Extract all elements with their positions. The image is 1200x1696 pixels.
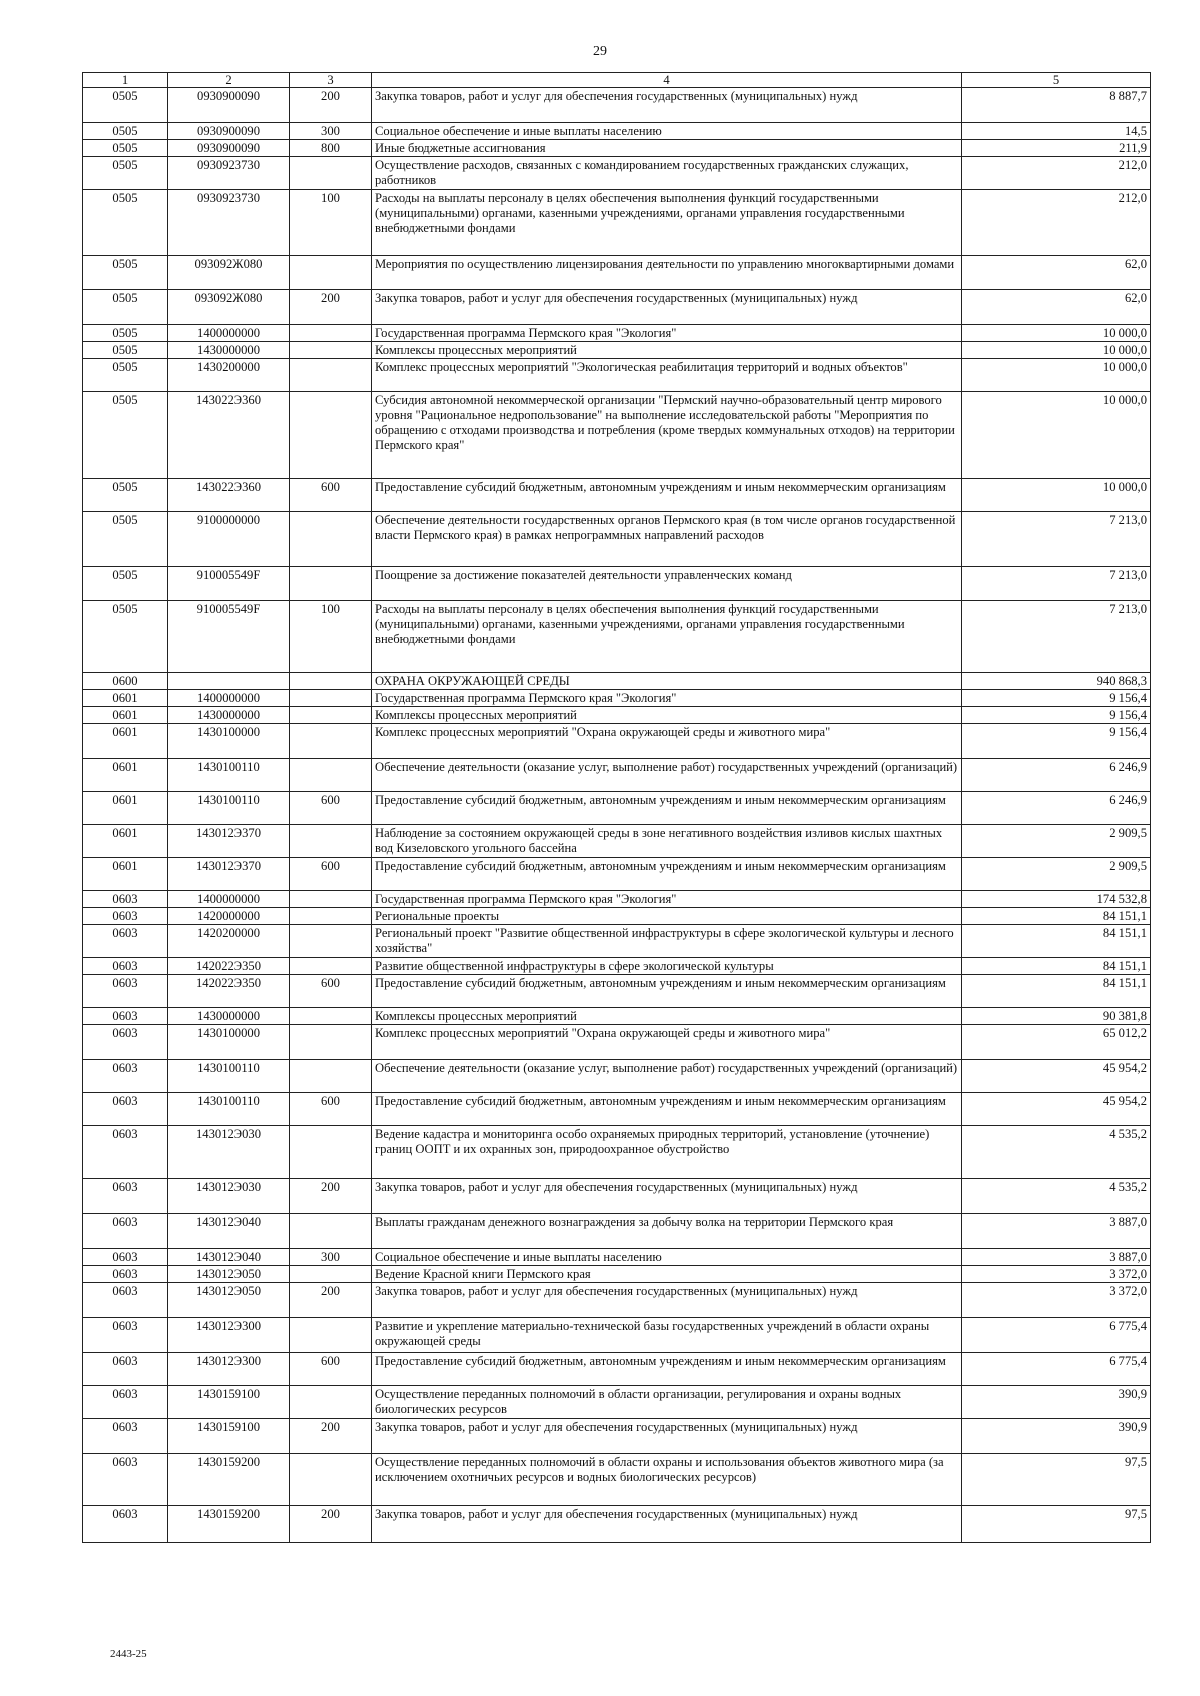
- amount-cell: 45 954,2: [962, 1093, 1151, 1126]
- target-article-cell: [168, 673, 290, 690]
- amount-cell: 84 151,1: [962, 975, 1151, 1008]
- section-code-cell: 0603: [83, 1353, 168, 1386]
- section-code-cell: 0603: [83, 1318, 168, 1353]
- amount-cell: 9 156,4: [962, 707, 1151, 724]
- expense-type-cell: [290, 891, 372, 908]
- section-code-cell: 0603: [83, 908, 168, 925]
- expense-type-cell: [290, 325, 372, 342]
- table-row: [83, 290, 1151, 325]
- section-code-cell: 0603: [83, 1454, 168, 1506]
- amount-cell: 390,9: [962, 1386, 1151, 1419]
- table-row: [83, 1506, 1151, 1543]
- description-cell: Предоставление субсидий бюджетным, автономным учреждениям и иным некоммерческим организациям: [372, 479, 962, 512]
- amount-cell: 7 213,0: [962, 601, 1151, 673]
- description-cell: Осуществление переданных полномочий в области организации, регулирования и охраны водных биологических ресурсов: [372, 1386, 962, 1419]
- section-code-cell: 0601: [83, 858, 168, 891]
- table-row: [83, 1249, 1151, 1266]
- expense-type-cell: 200: [290, 290, 372, 325]
- amount-cell: 2 909,5: [962, 858, 1151, 891]
- section-code-cell: 0603: [83, 1008, 168, 1025]
- section-code-cell: 0603: [83, 1025, 168, 1060]
- description-cell: Осуществление расходов, связанных с командированием государственных гражданских служащих, работников: [372, 157, 962, 190]
- amount-cell: 2 909,5: [962, 825, 1151, 858]
- expense-type-cell: 600: [290, 858, 372, 891]
- expense-type-cell: 200: [290, 1419, 372, 1454]
- target-article-cell: 143012Э050: [168, 1283, 290, 1318]
- table-row: [83, 975, 1151, 1008]
- table-row: [83, 88, 1151, 123]
- amount-cell: 4 535,2: [962, 1179, 1151, 1214]
- header-col-3: 3: [290, 73, 372, 88]
- target-article-cell: 143012Э040: [168, 1214, 290, 1249]
- table-row: [83, 190, 1151, 256]
- amount-cell: 10 000,0: [962, 359, 1151, 392]
- section-code-cell: 0505: [83, 123, 168, 140]
- expense-type-cell: 200: [290, 88, 372, 123]
- description-cell: Обеспечение деятельности (оказание услуг, выполнение работ) государственных учреждений (организаций): [372, 759, 962, 792]
- page-number: 29: [593, 44, 607, 59]
- amount-cell: 3 887,0: [962, 1214, 1151, 1249]
- target-article-cell: 9100000000: [168, 512, 290, 567]
- table-row: [83, 512, 1151, 567]
- amount-cell: 45 954,2: [962, 1060, 1151, 1093]
- section-code-cell: 0505: [83, 392, 168, 479]
- expense-type-cell: 600: [290, 479, 372, 512]
- amount-cell: 6 246,9: [962, 759, 1151, 792]
- table-row: [83, 325, 1151, 342]
- table-row: [83, 1283, 1151, 1318]
- amount-cell: 390,9: [962, 1419, 1151, 1454]
- section-code-cell: 0505: [83, 290, 168, 325]
- expense-type-cell: [290, 1386, 372, 1419]
- table-row: [83, 1266, 1151, 1283]
- description-cell: Закупка товаров, работ и услуг для обеспечения государственных (муниципальных) нужд: [372, 290, 962, 325]
- description-cell: Наблюдение за состоянием окружающей среды в зоне негативного воздействия изливов кислых шахтных вод Кизеловского угольного бассейна: [372, 825, 962, 858]
- expense-type-cell: [290, 724, 372, 759]
- section-code-cell: 0603: [83, 1249, 168, 1266]
- description-cell: Закупка товаров, работ и услуг для обеспечения государственных (муниципальных) нужд: [372, 1419, 962, 1454]
- table-row: [83, 392, 1151, 479]
- table-row: [83, 724, 1151, 759]
- description-cell: Предоставление субсидий бюджетным, автономным учреждениям и иным некоммерческим организациям: [372, 858, 962, 891]
- target-article-cell: 1420000000: [168, 908, 290, 925]
- table-row: [83, 140, 1151, 157]
- table-row: [83, 479, 1151, 512]
- section-code-cell: 0505: [83, 157, 168, 190]
- table-row: [83, 1008, 1151, 1025]
- amount-cell: 7 213,0: [962, 512, 1151, 567]
- target-article-cell: 093092Ж080: [168, 256, 290, 290]
- description-cell: Комплекс процессных мероприятий "Экологическая реабилитация территорий и водных объектов": [372, 359, 962, 392]
- expense-type-cell: 300: [290, 1249, 372, 1266]
- target-article-cell: 1430000000: [168, 342, 290, 359]
- section-code-cell: 0603: [83, 1214, 168, 1249]
- header-col-4: 4: [372, 73, 962, 88]
- target-article-cell: 093092Ж080: [168, 290, 290, 325]
- target-article-cell: 1420200000: [168, 925, 290, 958]
- header-col-2: 2: [168, 73, 290, 88]
- description-cell: Предоставление субсидий бюджетным, автономным учреждениям и иным некоммерческим организациям: [372, 792, 962, 825]
- section-code-cell: 0603: [83, 1060, 168, 1093]
- amount-cell: 97,5: [962, 1454, 1151, 1506]
- expense-type-cell: [290, 1318, 372, 1353]
- expense-type-cell: [290, 908, 372, 925]
- expense-type-cell: [290, 673, 372, 690]
- section-code-cell: 0505: [83, 140, 168, 157]
- target-article-cell: 1430200000: [168, 359, 290, 392]
- target-article-cell: 143012Э370: [168, 825, 290, 858]
- target-article-cell: 1400000000: [168, 325, 290, 342]
- amount-cell: 174 532,8: [962, 891, 1151, 908]
- description-cell: Предоставление субсидий бюджетным, автономным учреждениям и иным некоммерческим организациям: [372, 1093, 962, 1126]
- table-row: [83, 759, 1151, 792]
- table-row: [83, 157, 1151, 190]
- table-row: [83, 359, 1151, 392]
- description-cell: Предоставление субсидий бюджетным, автономным учреждениям и иным некоммерческим организациям: [372, 1353, 962, 1386]
- target-article-cell: 1430159100: [168, 1386, 290, 1419]
- section-code-cell: 0505: [83, 479, 168, 512]
- amount-cell: 84 151,1: [962, 925, 1151, 958]
- expense-type-cell: [290, 157, 372, 190]
- section-code-cell: 0603: [83, 1266, 168, 1283]
- target-article-cell: 910005549F: [168, 601, 290, 673]
- target-article-cell: 1430100000: [168, 724, 290, 759]
- table-row: [83, 1386, 1151, 1419]
- section-code-cell: 0505: [83, 256, 168, 290]
- section-code-cell: 0603: [83, 891, 168, 908]
- target-article-cell: 0930900090: [168, 140, 290, 157]
- description-cell: Социальное обеспечение и иные выплаты населению: [372, 1249, 962, 1266]
- amount-cell: 90 381,8: [962, 1008, 1151, 1025]
- expense-type-cell: [290, 359, 372, 392]
- description-cell: Государственная программа Пермского края "Экология": [372, 325, 962, 342]
- target-article-cell: 1430159200: [168, 1454, 290, 1506]
- target-article-cell: 142022Э350: [168, 958, 290, 975]
- section-code-cell: 0505: [83, 359, 168, 392]
- amount-cell: 9 156,4: [962, 690, 1151, 707]
- expense-type-cell: [290, 958, 372, 975]
- target-article-cell: 143012Э030: [168, 1179, 290, 1214]
- section-code-cell: 0601: [83, 792, 168, 825]
- section-code-cell: 0603: [83, 1283, 168, 1318]
- description-cell: Обеспечение деятельности (оказание услуг, выполнение работ) государственных учреждений (организаций): [372, 1060, 962, 1093]
- section-code-cell: 0603: [83, 1126, 168, 1179]
- amount-cell: 62,0: [962, 256, 1151, 290]
- amount-cell: 6 246,9: [962, 792, 1151, 825]
- amount-cell: 6 775,4: [962, 1318, 1151, 1353]
- amount-cell: 10 000,0: [962, 342, 1151, 359]
- expense-type-cell: [290, 759, 372, 792]
- table-row: [83, 342, 1151, 359]
- description-cell: Ведение кадастра и мониторинга особо охраняемых природных территорий, установление (уточнение) границ ООПТ и их охранных зон, природоохранное обустройство: [372, 1126, 962, 1179]
- expense-type-cell: [290, 512, 372, 567]
- expense-type-cell: [290, 1025, 372, 1060]
- section-code-cell: 0603: [83, 975, 168, 1008]
- amount-cell: 3 372,0: [962, 1266, 1151, 1283]
- header-row: [83, 73, 1151, 88]
- description-cell: Государственная программа Пермского края "Экология": [372, 891, 962, 908]
- header-col-1: 1: [83, 73, 168, 88]
- description-cell: Комплексы процессных мероприятий: [372, 342, 962, 359]
- amount-cell: 212,0: [962, 157, 1151, 190]
- section-code-cell: 0603: [83, 1419, 168, 1454]
- target-article-cell: 1430159100: [168, 1419, 290, 1454]
- description-cell: Закупка товаров, работ и услуг для обеспечения государственных (муниципальных) нужд: [372, 1179, 962, 1214]
- amount-cell: 8 887,7: [962, 88, 1151, 123]
- target-article-cell: 0930923730: [168, 157, 290, 190]
- section-code-cell: 0505: [83, 342, 168, 359]
- section-code-cell: 0603: [83, 958, 168, 975]
- target-article-cell: 1430100110: [168, 1060, 290, 1093]
- description-cell: Субсидия автономной некоммерческой организации "Пермский научно-образовательный центр мирового уровня "Рациональное недропользование" на выполнение исследовательской работы "Мероприятия по обращению с отходами производства и потребления (кроме твердых коммунальных отходов) на территории Пермского края": [372, 392, 962, 479]
- table-row: [83, 792, 1151, 825]
- amount-cell: 65 012,2: [962, 1025, 1151, 1060]
- description-cell: Комплекс процессных мероприятий "Охрана окружающей среды и животного мира": [372, 724, 962, 759]
- table-row: [83, 1318, 1151, 1353]
- description-cell: Закупка товаров, работ и услуг для обеспечения государственных (муниципальных) нужд: [372, 1283, 962, 1318]
- section-code-cell: 0601: [83, 759, 168, 792]
- budget-table-container: [82, 72, 1150, 1543]
- table-row: [83, 908, 1151, 925]
- description-cell: Ведение Красной книги Пермского края: [372, 1266, 962, 1283]
- table-row: [83, 1179, 1151, 1214]
- section-code-cell: 0601: [83, 825, 168, 858]
- expense-type-cell: 100: [290, 190, 372, 256]
- target-article-cell: 143012Э300: [168, 1318, 290, 1353]
- amount-cell: 7 213,0: [962, 567, 1151, 601]
- expense-type-cell: [290, 1266, 372, 1283]
- target-article-cell: 143012Э030: [168, 1126, 290, 1179]
- section-code-cell: 0505: [83, 601, 168, 673]
- description-cell: Развитие общественной инфраструктуры в сфере экологической культуры: [372, 958, 962, 975]
- section-code-cell: 0600: [83, 673, 168, 690]
- expense-type-cell: [290, 1060, 372, 1093]
- expense-type-cell: [290, 342, 372, 359]
- table-row: [83, 858, 1151, 891]
- section-code-cell: 0601: [83, 707, 168, 724]
- description-cell: Мероприятия по осуществлению лицензирования деятельности по управлению многоквартирными домами: [372, 256, 962, 290]
- expense-type-cell: [290, 925, 372, 958]
- target-article-cell: 143012Э370: [168, 858, 290, 891]
- expense-type-cell: [290, 567, 372, 601]
- table-row: [83, 1025, 1151, 1060]
- expense-type-cell: 800: [290, 140, 372, 157]
- target-article-cell: 910005549F: [168, 567, 290, 601]
- section-code-cell: 0603: [83, 1179, 168, 1214]
- section-code-cell: 0505: [83, 567, 168, 601]
- target-article-cell: 0930923730: [168, 190, 290, 256]
- table-row: [83, 256, 1151, 290]
- table-row: [83, 825, 1151, 858]
- target-article-cell: 1400000000: [168, 891, 290, 908]
- target-article-cell: 1430000000: [168, 707, 290, 724]
- table-row: [83, 673, 1151, 690]
- description-cell: Государственная программа Пермского края "Экология": [372, 690, 962, 707]
- table-row: [83, 1419, 1151, 1454]
- target-article-cell: 0930900090: [168, 88, 290, 123]
- expense-type-cell: [290, 707, 372, 724]
- target-article-cell: 1430000000: [168, 1008, 290, 1025]
- table-row: [83, 891, 1151, 908]
- amount-cell: 14,5: [962, 123, 1151, 140]
- description-cell: Комплексы процессных мероприятий: [372, 1008, 962, 1025]
- description-cell: Социальное обеспечение и иные выплаты населению: [372, 123, 962, 140]
- table-row: [83, 1060, 1151, 1093]
- description-cell: Выплаты гражданам денежного вознаграждения за добычу волка на территории Пермского края: [372, 1214, 962, 1249]
- expense-type-cell: [290, 392, 372, 479]
- amount-cell: 940 868,3: [962, 673, 1151, 690]
- description-cell: Развитие и укрепление материально-технической базы государственных учреждений в области охраны окружающей среды: [372, 1318, 962, 1353]
- table-row: [83, 1093, 1151, 1126]
- expense-type-cell: [290, 1214, 372, 1249]
- expense-type-cell: [290, 825, 372, 858]
- expense-type-cell: 600: [290, 975, 372, 1008]
- target-article-cell: 1430100110: [168, 792, 290, 825]
- expense-type-cell: [290, 1008, 372, 1025]
- table-row: [83, 1214, 1151, 1249]
- expense-type-cell: [290, 1126, 372, 1179]
- description-cell: Комплекс процессных мероприятий "Охрана окружающей среды и животного мира": [372, 1025, 962, 1060]
- table-row: [83, 690, 1151, 707]
- target-article-cell: 143012Э050: [168, 1266, 290, 1283]
- description-cell: Региональный проект "Развитие общественной инфраструктуры в сфере экологической культуры и лесного хозяйства": [372, 925, 962, 958]
- table-row: [83, 1126, 1151, 1179]
- document-code: 2443-25: [110, 1648, 147, 1660]
- target-article-cell: 143022Э360: [168, 392, 290, 479]
- amount-cell: 10 000,0: [962, 479, 1151, 512]
- section-code-cell: 0505: [83, 190, 168, 256]
- amount-cell: 84 151,1: [962, 958, 1151, 975]
- expense-type-cell: 200: [290, 1179, 372, 1214]
- amount-cell: 3 372,0: [962, 1283, 1151, 1318]
- section-code-cell: 0505: [83, 512, 168, 567]
- description-cell: Закупка товаров, работ и услуг для обеспечения государственных (муниципальных) нужд: [372, 1506, 962, 1543]
- amount-cell: 3 887,0: [962, 1249, 1151, 1266]
- section-code-cell: 0603: [83, 1093, 168, 1126]
- description-cell: Осуществление переданных полномочий в области охраны и использования объектов животного мира (за исключением охотничьих ресурсов и водных биологических ресурсов): [372, 1454, 962, 1506]
- amount-cell: 212,0: [962, 190, 1151, 256]
- expense-type-cell: 600: [290, 792, 372, 825]
- amount-cell: 97,5: [962, 1506, 1151, 1543]
- expense-type-cell: 600: [290, 1353, 372, 1386]
- description-cell: Региональные проекты: [372, 908, 962, 925]
- table-row: [83, 707, 1151, 724]
- target-article-cell: 1430100000: [168, 1025, 290, 1060]
- header-col-5: 5: [962, 73, 1151, 88]
- description-cell: Закупка товаров, работ и услуг для обеспечения государственных (муниципальных) нужд: [372, 88, 962, 123]
- target-article-cell: 1430100110: [168, 1093, 290, 1126]
- table-row: [83, 925, 1151, 958]
- section-code-cell: 0603: [83, 925, 168, 958]
- table-row: [83, 1454, 1151, 1506]
- amount-cell: 6 775,4: [962, 1353, 1151, 1386]
- description-cell: Поощрение за достижение показателей деятельности управленческих команд: [372, 567, 962, 601]
- section-code-cell: 0603: [83, 1506, 168, 1543]
- table-row: [83, 958, 1151, 975]
- expense-type-cell: [290, 690, 372, 707]
- expense-type-cell: 200: [290, 1506, 372, 1543]
- table-row: [83, 123, 1151, 140]
- section-code-cell: 0601: [83, 690, 168, 707]
- description-cell: ОХРАНА ОКРУЖАЮЩЕЙ СРЕДЫ: [372, 673, 962, 690]
- section-code-cell: 0505: [83, 325, 168, 342]
- section-code-cell: 0601: [83, 724, 168, 759]
- expense-type-cell: 100: [290, 601, 372, 673]
- section-code-cell: 0505: [83, 88, 168, 123]
- target-article-cell: 143012Э300: [168, 1353, 290, 1386]
- description-cell: Комплексы процессных мероприятий: [372, 707, 962, 724]
- table-body: [83, 88, 1151, 1543]
- table-row: [83, 1353, 1151, 1386]
- section-code-cell: 0603: [83, 1386, 168, 1419]
- target-article-cell: 1430100110: [168, 759, 290, 792]
- expense-type-cell: 300: [290, 123, 372, 140]
- description-cell: Расходы на выплаты персоналу в целях обеспечения выполнения функций государственными (муниципальными) органами, казенными учреждениями, органами управления государственными внебюджетными фондами: [372, 190, 962, 256]
- expense-type-cell: [290, 256, 372, 290]
- amount-cell: 9 156,4: [962, 724, 1151, 759]
- amount-cell: 10 000,0: [962, 392, 1151, 479]
- amount-cell: 10 000,0: [962, 325, 1151, 342]
- target-article-cell: 1430159200: [168, 1506, 290, 1543]
- description-cell: Предоставление субсидий бюджетным, автономным учреждениям и иным некоммерческим организациям: [372, 975, 962, 1008]
- expense-type-cell: [290, 1454, 372, 1506]
- expense-type-cell: 600: [290, 1093, 372, 1126]
- amount-cell: 62,0: [962, 290, 1151, 325]
- target-article-cell: 143012Э040: [168, 1249, 290, 1266]
- table-row: [83, 601, 1151, 673]
- target-article-cell: 1400000000: [168, 690, 290, 707]
- target-article-cell: 142022Э350: [168, 975, 290, 1008]
- amount-cell: 4 535,2: [962, 1126, 1151, 1179]
- expense-type-cell: 200: [290, 1283, 372, 1318]
- description-cell: Обеспечение деятельности государственных органов Пермского края (в том числе органов государственной власти Пермского края) в рамках непрограммных направлений расходов: [372, 512, 962, 567]
- table-row: [83, 567, 1151, 601]
- target-article-cell: 143022Э360: [168, 479, 290, 512]
- amount-cell: 211,9: [962, 140, 1151, 157]
- description-cell: Иные бюджетные ассигнования: [372, 140, 962, 157]
- description-cell: Расходы на выплаты персоналу в целях обеспечения выполнения функций государственными (муниципальными) органами, казенными учреждениями, органами управления государственными внебюджетными фондами: [372, 601, 962, 673]
- budget-table: [82, 72, 1151, 1543]
- amount-cell: 84 151,1: [962, 908, 1151, 925]
- target-article-cell: 0930900090: [168, 123, 290, 140]
